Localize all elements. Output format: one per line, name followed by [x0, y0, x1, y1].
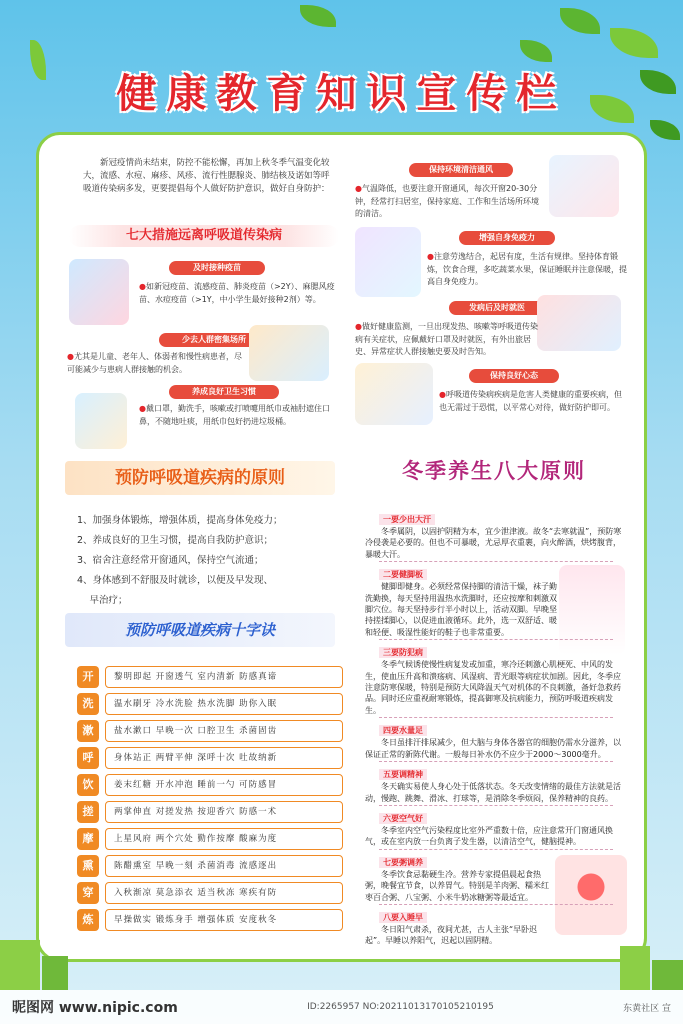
intro-text: 新冠疫情尚未结束，防控不能松懈，再加上秋冬季气温变化较大，流感、水痘、麻疹、风疹、流行性腮腺炎、肺结核及诺如等呼吸道传染病多发，更要提倡每个人做好防护意识，做好自身防护：	[83, 158, 330, 194]
winter-label: 八要入睡早	[379, 912, 427, 923]
list-item: 4、身体感到不舒服及时就诊，以便及早发现、	[77, 575, 274, 586]
tip-text: 陈醋熏室 早晚一刻 杀菌消毒 流感逐出	[105, 855, 343, 877]
winter-label: 七要粥调养	[379, 857, 427, 868]
winter-item	[365, 905, 555, 947]
tip-key: 穿	[77, 882, 99, 904]
list-item: 2、养成良好的卫生习惯，提高自我防护意识；	[77, 535, 274, 546]
tip-key: 开	[77, 666, 99, 688]
tip-text: 温水刷牙 冷水洗脸 热水洗脚 助你入眠	[105, 693, 343, 715]
content-panel	[36, 132, 647, 962]
winter-label: 一要少出大汗	[379, 514, 435, 525]
winter-item	[365, 806, 627, 848]
measure-text-immunity: ●注意劳逸结合，起居有度，生活有规律。坚持体育锻炼，饮食合理，多吃蔬菜水果，保证睡眠并注意保暖，提高自身免疫力。	[427, 252, 627, 286]
vaccine-illustration	[69, 259, 129, 325]
winter-title: 冬季养生八大原则	[402, 458, 586, 483]
community-name: 东黄社区 宣	[623, 1003, 671, 1014]
runner-illustration	[355, 227, 421, 297]
measure-text-vaccine: ●如新冠疫苗、流感疫苗、肺炎疫苗（>2Y）、麻腮风疫苗、水痘疫苗（>1Y，中小学生最好接种2剂）等。	[139, 282, 335, 304]
tip-row	[77, 773, 343, 797]
measure-label-immunity: 增强自身免疫力	[459, 231, 555, 245]
measure-text-doctor: ●做好健康监测，一旦出现发热、咳嗽等呼吸道传染病有关症状，应佩戴好口罩及时就医，有外出旅居史、异常症状人群接触史要及时告知。	[355, 322, 538, 356]
list-item: 3、宿舍注意经常开窗通风，保持空气流通；	[77, 555, 264, 566]
measure-text-crowd: ●尤其是儿童、老年人、体弱者和慢性病患者，尽可能减少与患病人群接触的机会。	[67, 352, 242, 374]
tip-key: 洗	[77, 693, 99, 715]
principles-title: 预防呼吸道疾病的原则	[65, 461, 335, 495]
tip-row	[77, 719, 343, 743]
measure-label-ventilation: 保持环境清洁通风	[409, 163, 513, 177]
measure-text-mindset: ●呼吸道传染病疾病是危害人类健康的重要疾病，但也无需过于恐慌，以平常心对待，做好防护即可。	[439, 390, 622, 412]
tip-row	[77, 827, 343, 851]
winter-label: 二要健脚板	[379, 569, 427, 580]
doctor-illustration	[537, 295, 621, 351]
winter-item	[365, 507, 627, 560]
list-item: 1、加强身体锻炼，增强体质，提高身体免疫力；	[77, 515, 283, 526]
tip-row	[77, 746, 343, 770]
tip-key: 呼	[77, 747, 99, 769]
tip-text: 姜末红糖 开水冲泡 睡前一勺 可防感冒	[105, 774, 343, 796]
watermark: 昵图网 www.nipic.com	[12, 1000, 178, 1016]
tip-key: 漱	[77, 720, 99, 742]
measure-label-hygiene: 养成良好卫生习惯	[169, 385, 279, 399]
tip-text: 入秋渐凉 莫急添衣 适当秋冻 寒疾有防	[105, 882, 343, 904]
tip-key: 搓	[77, 801, 99, 823]
tips-title: 预防呼吸道疾病十字诀	[65, 613, 335, 647]
tip-text: 早操做实 锻炼身手 增强体质 安度秋冬	[105, 909, 343, 931]
tip-key: 炼	[77, 909, 99, 931]
tip-row	[77, 800, 343, 824]
winter-text: 冬季室内空气污染程度比室外严重数十倍，应注意常开门窗通风换气，或在室内放一台负离子发生器，以清洁空气，健脑提神。	[365, 825, 613, 847]
winter-principles	[365, 507, 627, 948]
measure-label-mindset: 保持良好心态	[469, 369, 559, 383]
tip-key: 熏	[77, 855, 99, 877]
page-title: 健康教育知识宣传栏	[116, 70, 567, 117]
winter-text: 冬日虽排汗排尿减少，但大脑与身体各器官的细胞仍需水分滋养，以保证正常的新陈代谢。一般每日补水仍不应少于2000～3000毫升。	[365, 738, 621, 759]
tip-row	[77, 908, 343, 932]
winter-label: 四要水量足	[379, 725, 427, 736]
winter-label: 六要空气好	[379, 813, 427, 824]
winter-text: 冬季饮食忌黏硬生冷。营养专家提倡晨起食热粥，晚餐宜节食，以养胃气。特别是羊肉粥、糯米红枣百合粥、八宝粥、小米牛奶冰糖粥等最适宜。	[365, 869, 549, 902]
meditation-illustration	[355, 363, 433, 425]
tip-row	[77, 665, 343, 689]
winter-text: 冬季气候诱使慢性病复发或加重，寒冷还刺激心肌梗死、中风的发生，使血压升高和溃疡病、风湿病、青光眼等病症状加剧。因此，冬季应注意防寒保暖，特别是预防大风降温天气对机体的不良刺激，备好急救药品。同时还应重视耐寒锻炼，提高御寒及抗病能力，预防呼吸道疾病发生。	[365, 660, 621, 715]
winter-label: 三要防犯病	[379, 647, 427, 658]
winter-text: 冬季属阴，以固护阴精为本，宜少泄津液。故冬“去寒就温”，预防寒冷侵袭是必要的。但也不可暴暖，尤忌厚衣重裹，向火醉酒，烘烤腹背，暴暖大汗。	[365, 527, 622, 559]
tip-text: 黎明即起 开窗透气 室内清新 防感真谛	[105, 666, 343, 688]
measure-text-ventilation: ●气温降低，也要注意开窗通风，每次开窗20-30分钟，经常打扫居室，保持家庭、工作和生活场所环境的清洁。	[355, 184, 539, 218]
tip-row	[77, 692, 343, 716]
tip-text: 身体站正 两臂平伸 深呼十次 吐故纳新	[105, 747, 343, 769]
tip-key: 摩	[77, 828, 99, 850]
measure-label-crowd: 少去人群密集场所	[159, 333, 269, 347]
winter-text: 冬天确实易使人身心处于低落状态。冬天改变情绪的最佳方法就是活动，慢跑、跳舞、滑冰、打球等，是消除冬季烦闷，保养精神的良药。	[365, 782, 621, 803]
measure-label-doctor: 发病后及时就医	[449, 301, 545, 315]
window-illustration	[549, 155, 619, 217]
principles-list	[77, 511, 345, 611]
seven-measures-banner: 七大措施远离呼吸道传染病	[69, 225, 339, 247]
tips-list	[77, 665, 343, 935]
winter-label: 五要调精神	[379, 769, 427, 780]
winter-item	[365, 762, 627, 804]
measure-label-vaccine: 及时接种疫苗	[169, 261, 265, 275]
tip-key: 饮	[77, 774, 99, 796]
elderly-child-illustration	[249, 325, 329, 381]
footer	[0, 990, 683, 1024]
winter-text: 冬日阳气肃杀，夜间尤甚，古人主张“早卧迟起”。早睡以养阳气，迟起以固阴精。	[365, 924, 538, 946]
winter-item	[365, 640, 627, 716]
tip-text: 盐水漱口 早晚一次 口腔卫生 杀菌固齿	[105, 720, 343, 742]
winter-text: 健脚即健身。必须经常保持脚的清洁干燥，袜子勤洗勤换，每天坚持用温热水洗脚时，还应按摩和刺激双脚穴位。每天坚持步行半小时以上，活动双脚。早晚坚持搓揉脚心，以促进血液循环。此外，选一双舒适、暖和轻便、吸湿性能好的鞋子也非常重要。	[365, 582, 557, 637]
image-id: ID:2265957 NO:20211013170105210195	[307, 1002, 494, 1012]
winter-item	[365, 718, 627, 760]
tip-row	[77, 881, 343, 905]
handwash-illustration	[75, 393, 127, 449]
tip-row	[77, 854, 343, 878]
winter-item	[365, 562, 561, 638]
measure-text-hygiene: ●戴口罩，勤洗手，咳嗽或打喷嚏用纸巾或袖肘遮住口鼻，不随地吐痰，用纸巾包好扔进垃圾桶。	[139, 404, 330, 426]
list-item: 早治疗；	[77, 595, 128, 606]
tip-text: 上星风府 两个穴处 勤作按摩 酸麻为度	[105, 828, 343, 850]
winter-item	[365, 850, 555, 903]
tip-text: 两掌伸直 对搓发热 按迎香穴 防感一术	[105, 801, 343, 823]
